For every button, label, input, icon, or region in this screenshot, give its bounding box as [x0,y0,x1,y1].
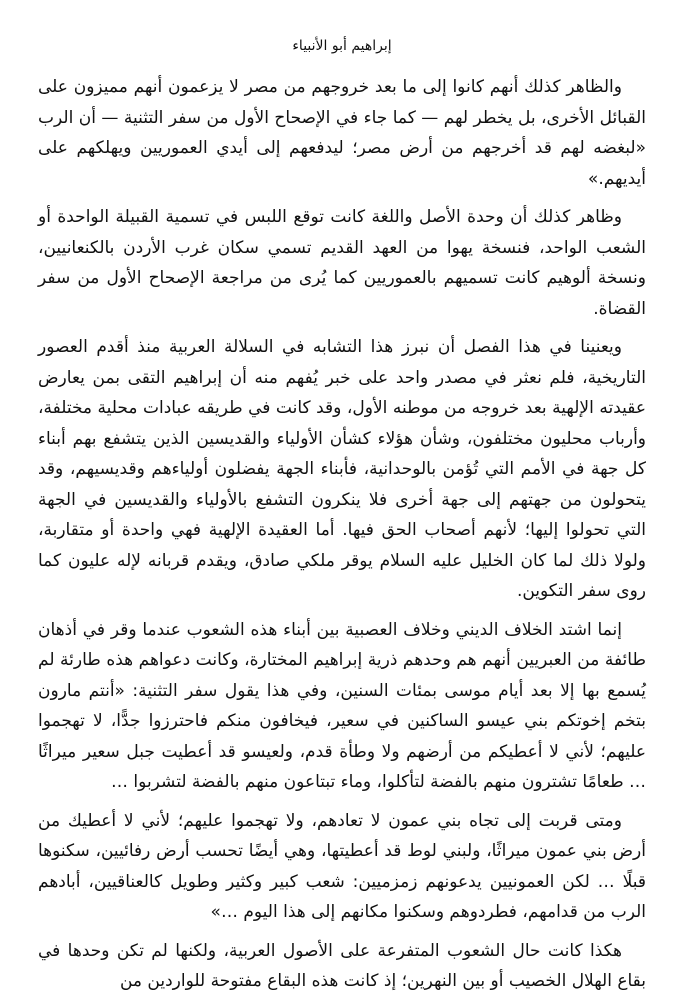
paragraph: والظاهر كذلك أنهم كانوا إلى ما بعد خروجهم من مصر لا يزعمون أنهم مميزون على القبائل الأخرى، بل يخطر لهم — كما جاء في الإصحاح الأول من سفر التثنية — أن الرب «لبغضه لهم قد أخرجهم من أرض مصر؛ ليدفعهم إلى أيدي العموريين ويهلكهم على أيديهم.» [38,77,646,189]
paragraph: ويعنينا في هذا الفصل أن نبرز هذا التشابه في السلالة العربية منذ أقدم العصور التاريخية، فلم نعثر في مصدر واحد على خبر يُفهم منه أن إبراهيم التقى بمن يعارض عقيدته الإلهية بعد خروجه من موطنه الأول، وقد كانت في طريقه عبادات محلية مختلفة، وأرباب محليون مختلفون، وشأن هؤلاء كشأن الأولياء والقديسين الذين يتشفع بهم أبناء كل جهة في الأمم التي تُؤمن بالوحدانية، فأبناء الجهة يفضلون أولياءهم وقديسيهم، وقد يتحولون من جهتهم إلى جهة أخرى فلا ينكرون التشفع بالأولياء والقديسين في الجهة التي تحولوا إليها؛ لأنهم أصحاب الحق فيها. أما العقيدة الإلهية فهي واحدة أو متقاربة، ولولا ذلك لما كان الخليل عليه السلام يوقر ملكي صادق، ويقدم قربانه لإله عليون كما روى سفر التكوين. [38,337,646,601]
paragraph: إنما اشتد الخلاف الديني وخلاف العصبية بين أبناء هذه الشعوب عندما وقر في أذهان طائفة من العبريين أنهم هم وحدهم ذرية إبراهيم المختارة، وكانت دعواهم هذه طارئة لم يُسمع بها إلا بعد أيام موسى بمئات السنين، وفي هذا يقول سفر التثنية: «أنتم مارون بتخم إخوتكم بني عيسو الساكنين في سعير، فيخافون منكم فاحترزوا جدًّا، لا تهجموا عليهم؛ لأني لا أعطيكم من أرضهم ولا وطأة قدم، ولعيسو قد أعطيت جبل سعير ميراثًا … طعامًا تشترون منهم بالفضة لتأكلوا، وماء تبتاعون منهم بالفضة لتشربوا … [38,619,646,792]
paragraph: هكذا كانت حال الشعوب المتفرعة على الأصول العربية، ولكنها لم تكن وحدها في بقاع الهلال الخصيب أو بين النهرين؛ إذ كانت هذه البقاع مفتوحة للواردين من [38,940,646,991]
paragraph: ومتى قربت إلى تجاه بني عمون لا تعادهم، ولا تهجموا عليهم؛ لأني لا أعطيك من أرض بني عمون ميراثًا، ولبني لوط قد أعطيتها، وهي أيضًا تحسب أرض رفائيين، سكنوها قبلًا … لكن العمونيين يدعونهم زمزميين: شعب كبير وكثير وطويل كالعناقيين، أبادهم الرب من قدامهم، فطردوهم وسكنوا مكانهم إلى هذا اليوم …» [38,810,646,922]
page-body [38,72,646,997]
running-header: إبراهيم أبو الأنبياء [292,38,392,54]
paragraph: وظاهر كذلك أن وحدة الأصل واللغة كانت توقع اللبس في تسمية القبيلة الواحدة أو الشعب الواحد، فنسخة يهوا من العهد القديم تسمي سكان غرب الأردن بالكنعانيين، ونسخة ألوهيم كانت تسميهم بالعموريين كما يُرى من مراجعة الإصحاح الأول من سفر القضاة. [38,207,646,319]
